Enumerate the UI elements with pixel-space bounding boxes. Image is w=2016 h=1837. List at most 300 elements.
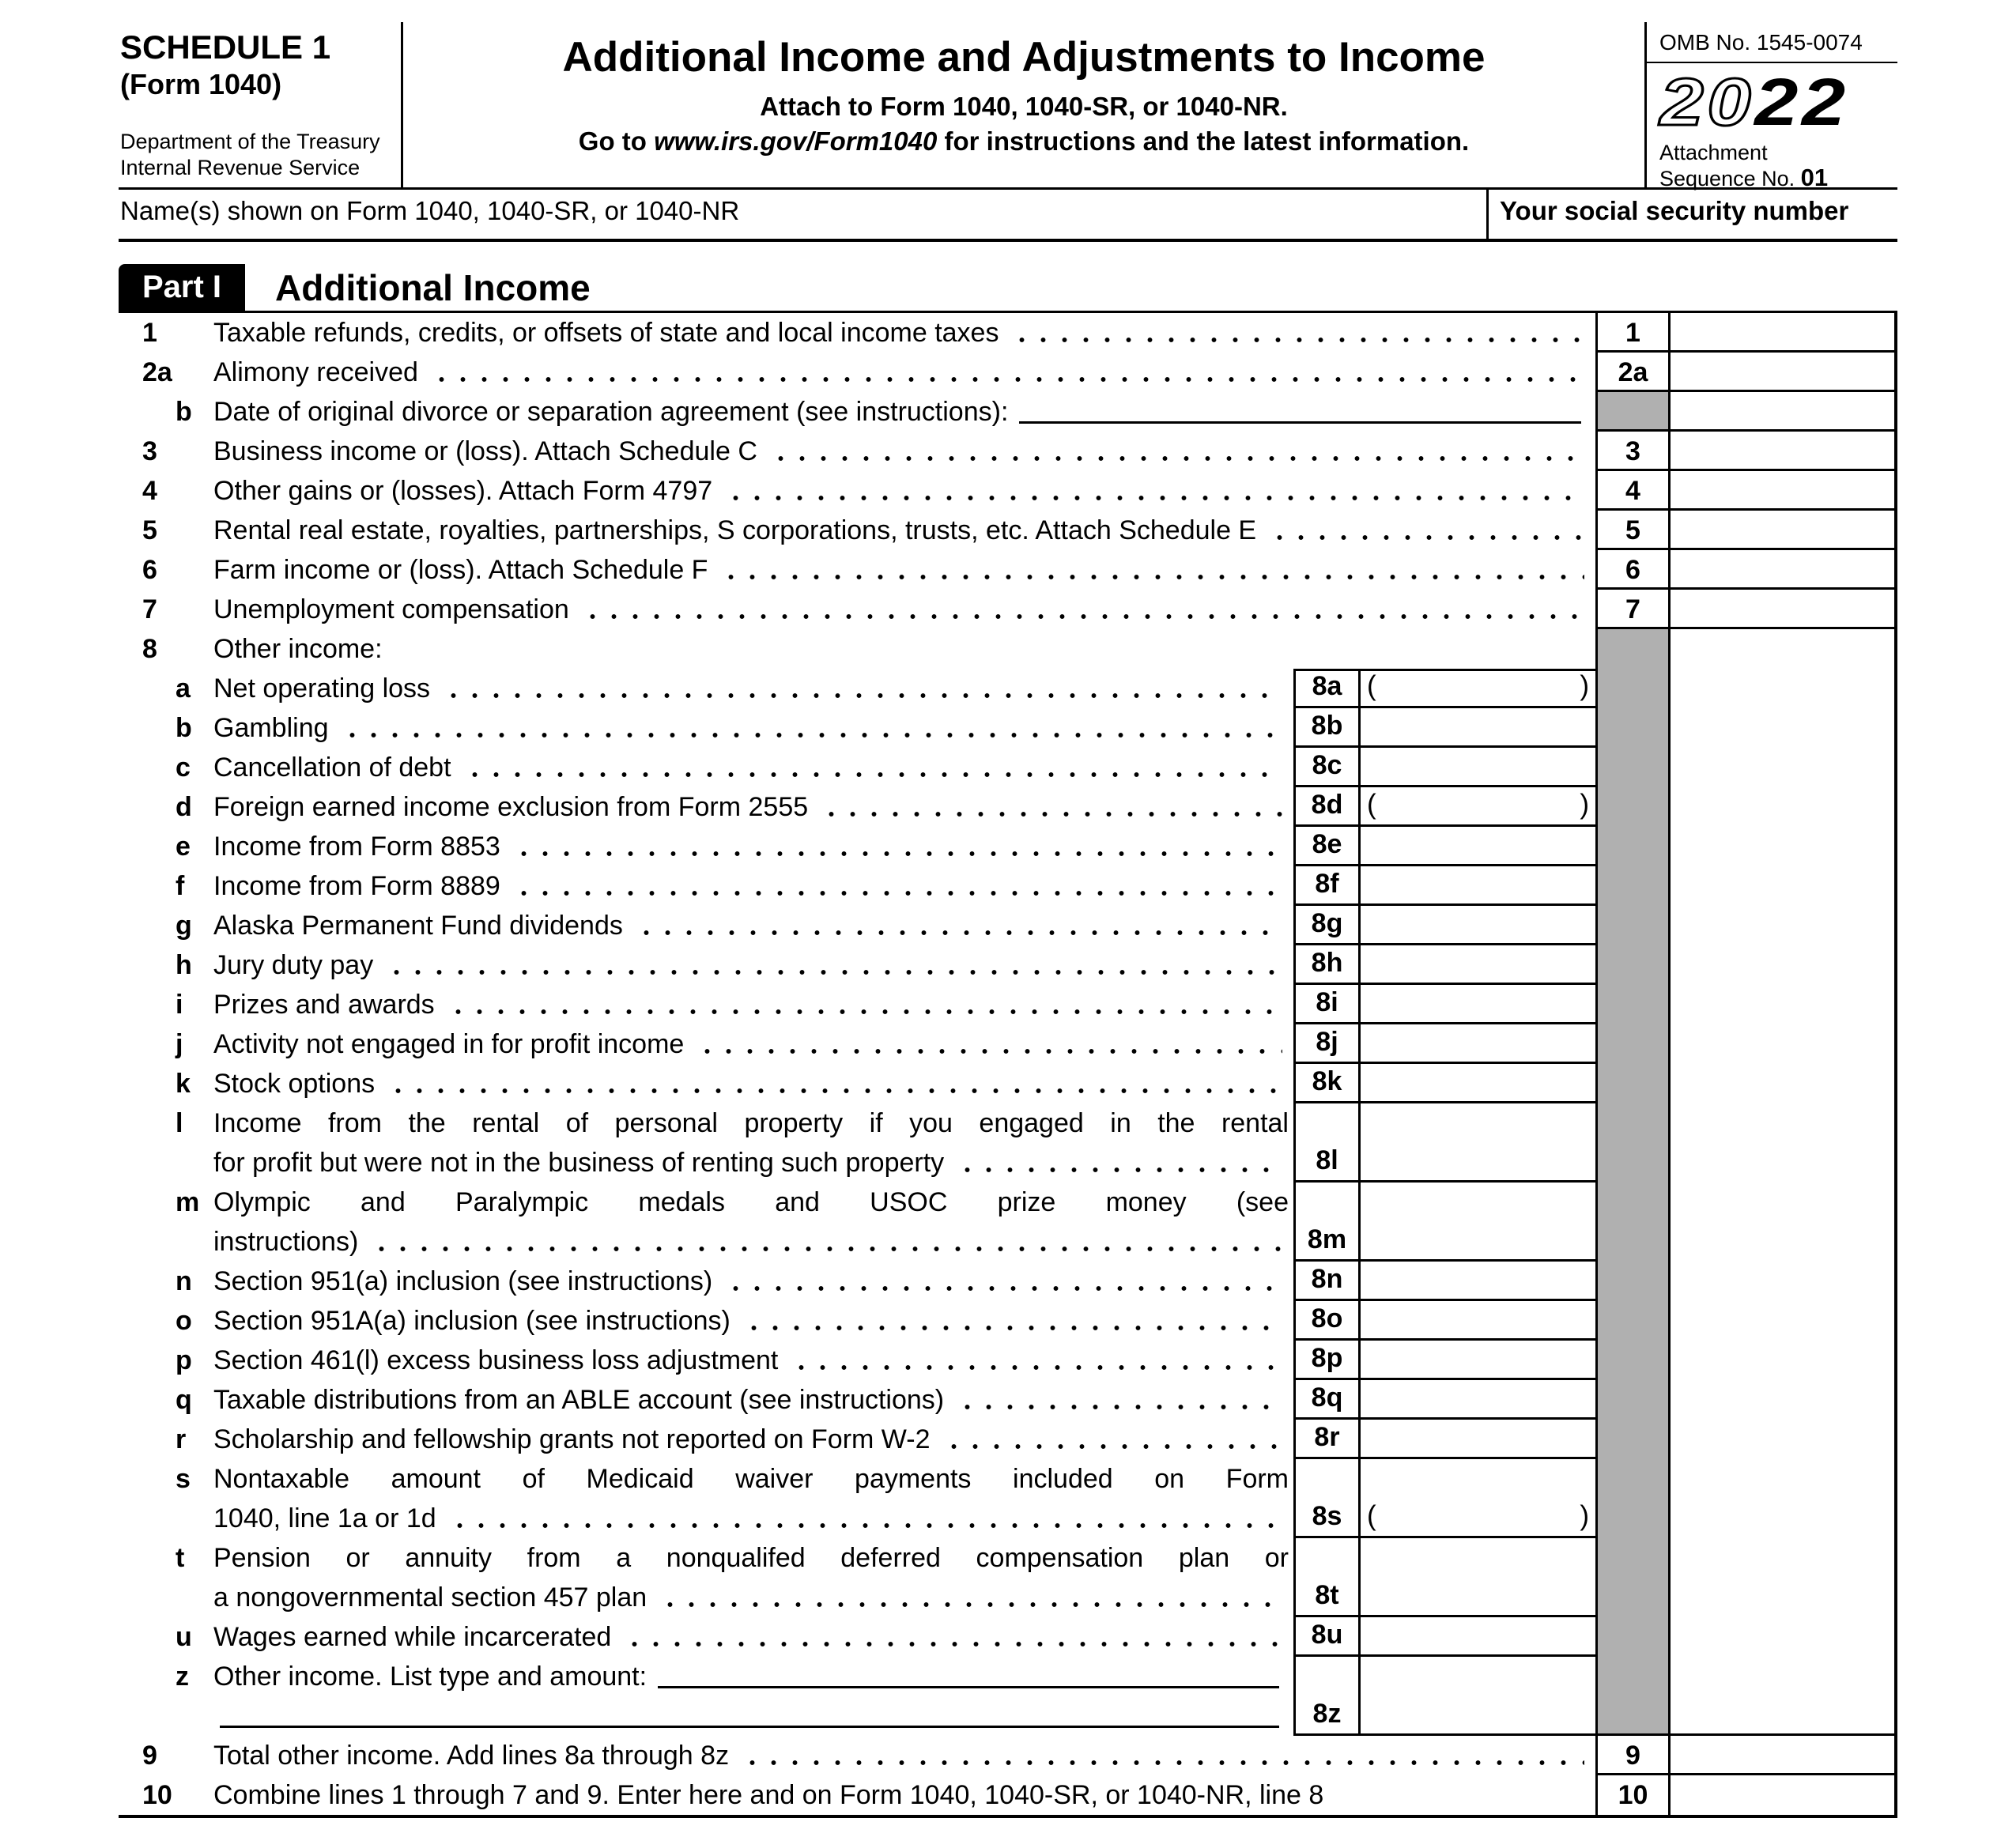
line-2a-number: 2a [142,357,172,387]
line-8o-row [119,1301,1897,1341]
name-ssn-row [119,190,1897,242]
line-8c-description [213,748,1293,787]
line-8k-amount-input[interactable] [1358,1064,1595,1103]
line-8-row [119,629,1897,669]
line-6-description [213,550,1595,590]
other-income-type-input-line2[interactable] [220,1696,1279,1728]
line-5-number: 5 [142,515,157,545]
dot-leader [725,471,1584,511]
line-7-box-label: 7 [1595,590,1668,629]
line-8z-number: z [176,1662,189,1692]
line-8e-amount-input[interactable] [1358,827,1595,866]
line-3-row [119,432,1897,471]
shaded-cell [1595,945,1668,985]
non-entry-cell [1668,708,1897,748]
line-8t-row [119,1538,1897,1617]
dot-leader [742,1736,1584,1775]
shaded-cell [1595,787,1668,827]
close-paren: ) [1580,1500,1589,1531]
goto-instruction [403,126,1644,157]
line-2a-label: Alimony received [213,357,418,387]
line-8e-label: Income from Form 8853 [213,832,500,862]
shaded-cell [1595,866,1668,906]
line-8o-number: o [176,1306,192,1336]
name-field-label: Name(s) shown on Form 1040, 1040-SR, or 1040-NR [120,196,740,225]
line-8l-row [119,1103,1897,1183]
line-8r-label: Scholarship and fellowship grants not reported on Form W-2 [213,1424,931,1454]
line-8s-row [119,1459,1897,1538]
line-8i-number: i [176,990,183,1020]
dot-leader [957,1143,1282,1183]
ssn-field[interactable] [1486,190,1897,239]
dot-leader [636,906,1282,945]
line-8a-number: a [176,673,191,703]
shaded-cell [1595,1262,1668,1301]
line-8u-row [119,1617,1897,1657]
non-entry-cell [1668,945,1897,985]
dot-leader [447,985,1282,1024]
non-entry-cell [1668,1301,1897,1341]
line-8k-label: Stock options [213,1069,376,1099]
dot-leader [1269,511,1584,550]
line-8b-box-label: 8b [1293,708,1358,748]
ssn-field-label: Your social security number [1500,196,1849,225]
open-paren: ( [1367,1500,1376,1531]
line-8f-number: f [176,871,185,901]
line-8c-label: Cancellation of debt [213,753,451,783]
line-8i-box-label: 8i [1293,985,1358,1024]
line-8l-number: l [176,1108,183,1138]
line-8l-description [213,1103,1293,1183]
shaded-cell [1595,1657,1668,1736]
line-4-number: 4 [142,476,157,506]
line-8m-box-label: 8m [1293,1183,1358,1262]
line-8p-label: Section 461(l) excess business loss adjustment [213,1345,779,1375]
line-8h-number: h [176,950,192,980]
dot-leader [943,1420,1283,1459]
line-8s-label-line1: Nontaxable amount of Medicaid waiver payments included on Form [213,1464,1289,1494]
form-number-label: (Form 1040) [120,68,282,100]
line-8j-description [213,1024,1293,1064]
omb-year-block [1644,22,1897,191]
dot-leader [720,550,1584,590]
line-8c-row [119,748,1897,787]
shaded-cell [1595,1341,1668,1380]
line-8g-box-label: 8g [1293,906,1358,945]
dot-leader [957,1380,1282,1420]
line-7-row [119,590,1897,629]
line-3-label: Business income or (loss). Attach Schedule C [213,436,757,466]
line-5-amount-input[interactable] [1668,511,1897,550]
line-8j-row [119,1024,1897,1064]
shaded-cell [1595,708,1668,748]
treasury-label: Department of the Treasury [120,130,380,153]
non-entry-cell [1668,1538,1897,1617]
line-7-amount-input[interactable] [1668,590,1897,629]
line-8a-description [213,669,1293,708]
non-entry-cell [1668,392,1897,432]
name-field[interactable] [119,190,1486,239]
line-8r-box-label: 8r [1293,1420,1358,1459]
shaded-cell [1595,1024,1668,1064]
line-8b-row [119,708,1897,748]
line-8t-number: t [176,1543,185,1573]
line-8r-amount-input[interactable] [1358,1420,1595,1459]
line-8c-number: c [176,753,191,783]
line-8i-label: Prizes and awards [213,990,435,1020]
line-8-label: Other income: [213,634,383,664]
line-8n-box-label: 8n [1293,1262,1358,1301]
line-8p-box-label: 8p [1293,1341,1358,1380]
non-entry-cell [1668,1064,1897,1103]
line-8z-box-label: 8z [1293,1657,1358,1736]
non-entry-cell [1668,629,1897,669]
non-entry-cell [1668,787,1897,827]
line-8s-description [213,1459,1293,1538]
non-entry-cell [1668,1420,1897,1459]
shaded-cell [1595,1459,1668,1538]
line-7-label: Unemployment compensation [213,594,569,624]
line-4-amount-input[interactable] [1668,471,1897,511]
line-8n-description [213,1262,1293,1301]
line-5-label: Rental real estate, royalties, partnerships, S corporations, trusts, etc. Attach Schedule E [213,515,1257,545]
line-8k-number: k [176,1069,191,1099]
line-2b-row [119,392,1897,432]
line-2b-number: b [176,397,192,427]
line-5-row [119,511,1897,550]
line-3-amount-input[interactable] [1668,432,1897,471]
line-8b-description [213,708,1293,748]
part1-title: Additional Income [275,266,591,308]
line-8t-description [213,1538,1293,1617]
form-id-block [119,22,403,187]
line-8j-box-label: 8j [1293,1024,1358,1064]
dot-leader [464,748,1282,787]
line-8q-row [119,1380,1897,1420]
line-6-amount-input[interactable] [1668,550,1897,590]
dot-leader [513,827,1282,866]
non-entry-cell [1668,1341,1897,1380]
line-8g-amount-input[interactable] [1358,906,1595,945]
line-8o-description [213,1301,1293,1341]
line-10-description [213,1775,1595,1815]
non-entry-cell [1668,1617,1897,1657]
line-8o-box-label: 8o [1293,1301,1358,1341]
line-8a-row [119,669,1897,708]
line-8l-box-label: 8l [1293,1103,1358,1183]
line-10-row [119,1775,1897,1815]
line-3-description [213,432,1595,471]
line-2b-description [213,392,1595,432]
line-8b-label: Gambling [213,713,329,743]
line-4-description [213,471,1595,511]
line-8u-label: Wages earned while incarcerated [213,1622,612,1652]
dot-leader [342,708,1282,748]
part1-header [119,264,1897,313]
line-8c-box-label: 8c [1293,748,1358,787]
line-8-number: 8 [142,634,157,664]
line-8d-amount-input[interactable] [1358,787,1595,827]
line-8e-row [119,827,1897,866]
line-6-row [119,550,1897,590]
line-8k-description [213,1064,1293,1103]
non-entry-cell [1668,906,1897,945]
shaded-cell [1595,629,1668,669]
dot-leader [725,1262,1282,1301]
line-8l-label-line1: Income from the rental of personal property if you engaged in the rental [213,1108,1289,1138]
dot-leader [386,945,1282,985]
line-8e-number: e [176,832,191,862]
sequence-number: 01 [1800,164,1829,191]
close-paren: ) [1580,789,1589,820]
line-8i-description [213,985,1293,1024]
other-income-type-input[interactable] [658,1657,1279,1688]
dot-leader [624,1617,1282,1657]
line-1-box-label: 1 [1595,313,1668,353]
dot-leader [449,1499,1282,1538]
line-8-description [213,629,1595,669]
dot-leader [697,1024,1282,1064]
line-10-number: 10 [142,1780,172,1810]
line-8o-label: Section 951A(a) inclusion (see instructions) [213,1306,731,1336]
line-8s-amount-input[interactable] [1358,1459,1595,1538]
close-paren: ) [1580,670,1589,701]
line-8f-description [213,866,1293,906]
line-8b-number: b [176,713,192,743]
shaded-cell [1595,1103,1668,1183]
line-10-label: Combine lines 1 through 7 and 9. Enter here and on Form 1040, 1040-SR, or 1040-NR, line 8 [213,1780,1324,1810]
line-2a-box-label: 2a [1595,353,1668,392]
line-8q-box-label: 8q [1293,1380,1358,1420]
line-8d-row [119,787,1897,827]
line-8i-amount-input[interactable] [1358,985,1595,1024]
line-8t-label-line1: Pension or annuity from a nonqualifed deferred compensation plan or [213,1543,1289,1573]
line-8d-number: d [176,792,192,822]
line-9-amount-input[interactable] [1668,1736,1897,1775]
non-entry-cell [1668,748,1897,787]
line-8a-amount-input[interactable] [1358,669,1595,708]
line-8n-number: n [176,1266,192,1296]
line-3-box-label: 3 [1595,432,1668,471]
line-8s-number: s [176,1464,191,1494]
line-8r-row [119,1420,1897,1459]
sequence-label: Sequence No. [1659,167,1801,190]
line-8s-box-label: 8s [1293,1459,1358,1538]
line-8e-description [213,827,1293,866]
line-8z-row [119,1657,1897,1736]
line-8m-description [213,1183,1293,1262]
line-8p-description [213,1341,1293,1380]
non-entry-cell [1668,1459,1897,1538]
divorce-date-input[interactable] [1019,392,1581,424]
non-entry-cell [1668,985,1897,1024]
irs-label: Internal Revenue Service [120,156,361,179]
shaded-cell [1595,1420,1668,1459]
line-8j-label: Activity not engaged in for profit income [213,1029,685,1059]
line-2a-description [213,353,1595,392]
dot-leader [431,353,1584,392]
line-8a-box-label: 8a [1293,669,1358,708]
non-entry-cell [1668,866,1897,906]
goto-prefix: Go to [578,126,655,156]
line-9-row [119,1736,1897,1775]
line-8m-amount-input[interactable] [1358,1183,1595,1262]
line-8h-box-label: 8h [1293,945,1358,985]
line-2a-row [119,353,1897,392]
line-1-label: Taxable refunds, credits, or offsets of state and local income taxes [213,318,999,348]
schedule-label: SCHEDULE 1 [120,28,331,66]
shaded-cell [1595,827,1668,866]
line-8q-label: Taxable distributions from an ABLE account (see instructions) [213,1385,945,1415]
line-6-number: 6 [142,555,157,585]
line-4-row [119,471,1897,511]
line-8f-amount-input[interactable] [1358,866,1595,906]
line-2b-label: Date of original divorce or separation agreement (see instructions): [213,397,1009,427]
dot-leader [387,1064,1282,1103]
line-8d-description [213,787,1293,827]
line-8h-label: Jury duty pay [213,950,374,980]
line-4-box-label: 4 [1595,471,1668,511]
line-9-box-label: 9 [1595,1736,1668,1775]
attach-instruction: Attach to Form 1040, 1040-SR, or 1040-NR. [760,92,1288,121]
line-8d-label: Foreign earned income exclusion from Form 2555 [213,792,809,822]
line-8r-description [213,1420,1293,1459]
shaded-cell [1595,985,1668,1024]
line-8f-label: Income from Form 8889 [213,871,500,901]
line-8p-amount-input[interactable] [1358,1341,1595,1380]
line-8t-box-label: 8t [1293,1538,1358,1617]
dot-leader [582,590,1584,629]
line-6-box-label: 6 [1595,550,1668,590]
shaded-cell [1595,1064,1668,1103]
shaded-cell [1595,906,1668,945]
non-entry-cell [1668,1657,1897,1736]
line-8m-number: m [176,1187,200,1217]
line-10-box-label: 10 [1595,1775,1668,1815]
line-8j-amount-input[interactable] [1358,1024,1595,1064]
non-entry-cell [1668,1262,1897,1301]
line-5-description [213,511,1595,550]
line-2a-amount-input[interactable] [1668,353,1897,392]
line-9-label: Total other income. Add lines 8a through 8z [213,1741,730,1771]
line-8z-amount-input[interactable] [1358,1657,1595,1736]
line-1-number: 1 [142,318,157,348]
line-8u-amount-input[interactable] [1358,1617,1595,1657]
line-8s-label-line2: 1040, line 1a or 1d [213,1503,436,1533]
non-entry-cell [1668,827,1897,866]
line-8m-row [119,1183,1897,1262]
line-8r-number: r [176,1424,187,1454]
dot-leader [821,787,1282,827]
line-3-number: 3 [142,436,157,466]
line-8k-row [119,1064,1897,1103]
line-1-amount-input[interactable] [1668,313,1897,353]
line-8m-label-line2: instructions) [213,1227,359,1257]
attachment-label: Attachment [1659,141,1768,164]
line-9-description [213,1736,1595,1775]
attachment-sequence-block [1647,138,1897,191]
line-8i-row [119,985,1897,1024]
dot-leader [770,432,1584,471]
line-9-number: 9 [142,1741,157,1771]
form-title: Additional Income and Adjustments to Income [562,34,1486,81]
shaded-cell [1595,1183,1668,1262]
non-entry-cell [1668,1103,1897,1183]
line-8h-amount-input[interactable] [1358,945,1595,985]
line-8p-number: p [176,1345,192,1375]
omb-number: OMB No. 1545-0074 [1647,22,1897,63]
title-block [403,22,1644,187]
line-4-label: Other gains or (losses). Attach Form 4797 [213,476,713,506]
dot-leader [791,1341,1282,1380]
dot-leader [443,669,1282,708]
line-8g-row [119,906,1897,945]
line-8q-number: q [176,1385,192,1415]
line-8l-label-line2: for profit but were not in the business of renting such property [213,1148,945,1178]
shaded-cell [1595,1301,1668,1341]
line-8a-label: Net operating loss [213,673,431,703]
agency-block [120,129,390,181]
line-8n-amount-input[interactable] [1358,1262,1595,1301]
non-entry-cell [1668,1380,1897,1420]
line-8q-amount-input[interactable] [1358,1380,1595,1420]
line-8q-description [213,1380,1293,1420]
dot-leader [513,866,1282,906]
line-8u-number: u [176,1622,192,1652]
line-8l-amount-input[interactable] [1358,1103,1595,1183]
shaded-cell [1595,392,1668,432]
line-8n-row [119,1262,1897,1301]
line-8d-box-label: 8d [1293,787,1358,827]
line-8g-number: g [176,911,192,941]
goto-suffix: for instructions and the latest information. [937,126,1470,156]
tax-year-outline-digits: 20 [1659,65,1755,139]
line-8b-amount-input[interactable] [1358,708,1595,748]
line-8z-label: Other income. List type and amount: [213,1662,647,1692]
line-8f-box-label: 8f [1293,866,1358,906]
line-7-number: 7 [142,594,157,624]
irs-url[interactable]: www.irs.gov/Form1040 [654,126,938,156]
line-5-box-label: 5 [1595,511,1668,550]
shaded-cell [1595,748,1668,787]
open-paren: ( [1367,670,1376,701]
dot-leader [1011,313,1584,353]
line-8n-label: Section 951(a) inclusion (see instructions) [213,1266,713,1296]
line-8o-amount-input[interactable] [1358,1301,1595,1341]
line-1-row [119,313,1897,353]
dot-leader [659,1578,1282,1617]
non-entry-cell [1668,1024,1897,1064]
shaded-cell [1595,1538,1668,1617]
non-entry-cell [1668,669,1897,708]
line-8g-description [213,906,1293,945]
line-1-description [213,313,1595,353]
line-8t-amount-input[interactable] [1358,1538,1595,1617]
part1-table [119,313,1897,1818]
shaded-cell [1595,1380,1668,1420]
non-entry-cell [1668,1183,1897,1262]
shaded-cell [1595,669,1668,708]
line-8j-number: j [176,1029,183,1059]
part1-badge: Part I [119,264,245,311]
line-8h-row [119,945,1897,985]
line-8c-amount-input[interactable] [1358,748,1595,787]
form-header [119,22,1897,190]
line-8p-row [119,1341,1897,1380]
tax-year-solid-digits: 22 [1754,65,1849,139]
dot-leader [371,1222,1282,1262]
line-10-amount-input[interactable] [1668,1775,1897,1815]
